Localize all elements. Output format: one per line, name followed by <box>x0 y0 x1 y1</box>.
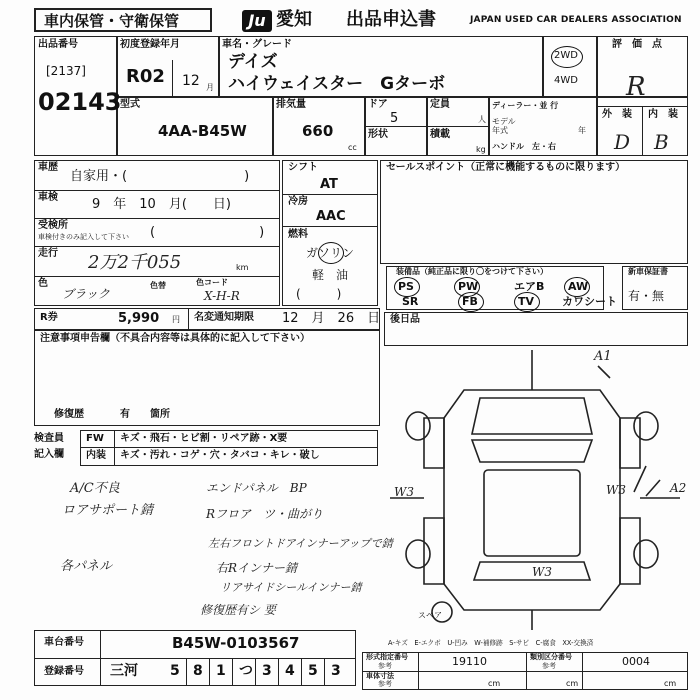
equip-item: エアB <box>514 280 545 293</box>
spec-dim-sub: 参考 <box>378 680 392 688</box>
chassis-label: 車台番号 <box>44 637 84 648</box>
reg-suffix: 月 <box>206 83 214 92</box>
history-value: 自家用・( ) <box>70 169 250 184</box>
sales-label: セールスポイント（正常に機能するものに限ります） <box>386 162 626 173</box>
spec-type-sub: 参考 <box>378 662 392 670</box>
handnote-6: リアサイドシールインナー錆 <box>220 581 362 594</box>
spec-cm-1: cm <box>488 679 501 688</box>
equip-circle <box>564 277 590 297</box>
fw-label: FW <box>86 433 104 444</box>
equip-item: AW <box>568 280 589 293</box>
storage-tag-text: 車内保管・守衛保管 <box>44 12 180 30</box>
reg-era: R02 <box>126 66 165 87</box>
dealer-handle: ハンドル 左・右 <box>492 142 556 151</box>
cap-label: 定員 <box>430 99 450 110</box>
fuel-paren: ( ) <box>296 287 342 301</box>
mileage-unit: km <box>236 263 249 272</box>
fuel-label: 燃料 <box>288 229 308 240</box>
dealer-year-unit: 年 <box>578 126 586 135</box>
shaken-value: 9 年 10 月( 日) <box>92 197 231 212</box>
spec-class-sub: 参考 <box>542 662 556 670</box>
handnote-3: Rフロア ツ・曲がり <box>206 507 324 521</box>
notes-label: 注意事項申告欄（不具合内容等は具体的に記入して下さい） <box>40 333 310 344</box>
fuel-diesel: 軽 油 <box>312 268 349 282</box>
namechange-label: 名変通知期限 <box>194 312 254 323</box>
spec-cm-2: cm <box>566 679 579 688</box>
int-label: 内 装 <box>648 109 678 120</box>
cap-unit: 人 <box>478 115 486 124</box>
lot-bracket: [2137] <box>46 64 86 78</box>
plate-label: 登録番号 <box>44 666 84 677</box>
org-name: 愛知 <box>276 9 312 30</box>
nai-label: 内装 <box>86 450 106 461</box>
ju-logo <box>242 10 272 32</box>
storage-tag <box>34 8 212 32</box>
shoukei-value: ( ) <box>150 225 265 240</box>
repair-value: 有 <box>120 409 130 420</box>
car-name: デイズ <box>228 52 278 72</box>
dealer-year: 年式 <box>492 126 508 135</box>
plate-digit: 3 <box>331 663 341 679</box>
load-label: 積載 <box>430 129 450 140</box>
dealer-line: ディーラー・並 行 <box>492 101 559 110</box>
namechange-value: 12 月 26 日 <box>282 311 381 326</box>
grade-value: R <box>626 72 646 102</box>
right-side-bottom <box>620 518 640 584</box>
equip-item: PW <box>458 280 479 293</box>
plate-digit: 8 <box>193 663 203 679</box>
color-code-value: X-H-R <box>204 289 240 303</box>
load-unit: kg <box>476 145 486 154</box>
wheel-fl <box>406 412 430 440</box>
repair-label: 修復歴 <box>54 409 84 420</box>
plate-region: 三河 <box>110 663 138 679</box>
remarks-frame <box>384 312 688 346</box>
sales-frame <box>380 160 688 264</box>
fw-items: キズ・飛石・ヒビ割・リペア跡・X要 <box>120 433 288 444</box>
spec-cm-3: cm <box>664 679 677 688</box>
reg-month: 12 <box>182 73 200 89</box>
color-code-label: 色コード <box>196 278 228 287</box>
equip-circle <box>394 277 420 297</box>
model-value: 4AA-B45W <box>158 122 247 140</box>
windshield <box>472 440 592 462</box>
disp-unit: cc <box>348 143 357 152</box>
int-value: B <box>654 130 669 154</box>
inspector-label1: 検査員 <box>34 433 64 444</box>
right-side-top <box>620 418 640 468</box>
equip-label: 装備品（純正品に限り〇をつけて下さい） <box>396 267 548 276</box>
newcar-value: 有・無 <box>628 289 665 303</box>
plate-digit: 1 <box>216 663 226 679</box>
equip-item: PS <box>398 280 414 293</box>
equip-item: SR <box>402 295 419 308</box>
ac-label: 冷房 <box>288 196 308 207</box>
handnote-7: 各パネル <box>60 559 113 574</box>
handnote-8: 修復歴有シ 要 <box>200 603 276 617</box>
plate-digit: 5 <box>308 663 318 679</box>
mileage-value: 2万2千055 <box>88 252 182 273</box>
plate-digit: 4 <box>285 663 295 679</box>
roof <box>484 470 580 556</box>
equip-circle <box>458 292 484 312</box>
ac-value: AAC <box>316 209 346 224</box>
equip-item: カワシート <box>562 295 617 308</box>
legend: A-キズ E-エクボ U-凹み W-補修跡 S-サビ C-腐食 XX-交換済 <box>388 639 594 647</box>
model-label: 型式 <box>120 99 140 110</box>
car-diagram <box>384 348 688 634</box>
shape-label: 形状 <box>368 129 388 140</box>
fuel-gas: ガソリン <box>306 246 355 260</box>
drive-4wd: 4WD <box>554 75 578 86</box>
spec-dim-label: 車体寸法 <box>366 672 394 680</box>
spare-label: スペア <box>418 611 442 620</box>
handnote-0: A/C不良 <box>70 481 120 496</box>
color-change-label: 色替 <box>150 281 166 290</box>
remarks-label: 後日品 <box>390 314 420 325</box>
car-grade: ハイウェイスター Gターボ <box>228 74 446 94</box>
newcar-label: 新車保証書 <box>628 267 668 276</box>
nai-items: キズ・汚れ・コゲ・穴・タバコ・キレ・破し <box>120 450 320 461</box>
equip-circle <box>514 292 540 312</box>
door-value: 5 <box>390 111 399 126</box>
wheel-rl <box>406 540 430 568</box>
inspector-label2: 記入欄 <box>34 449 64 460</box>
recycle-label: R券 <box>40 312 58 323</box>
handnote-4: 左右フロントドアインナーアップで錆 <box>208 537 393 550</box>
disp-value: 660 <box>302 122 334 140</box>
mark-w3-right: W3 <box>606 483 626 497</box>
shift-value: AT <box>320 177 338 192</box>
shoukei-label: 受検所 <box>38 220 68 231</box>
assoc-name: JAPAN USED CAR DEALERS ASSOCIATION <box>470 15 682 25</box>
dealer-model: モデル <box>492 117 516 126</box>
spec-class-label: 類別区分番号 <box>530 653 572 661</box>
lot-number: 02143 <box>38 88 122 116</box>
plate-digit: 5 <box>170 663 180 679</box>
plate-digit: 3 <box>262 663 272 679</box>
car-label: 車名・グレード <box>222 39 292 50</box>
equip-item: TV <box>518 295 535 308</box>
recycle-value: 5,990 <box>118 311 160 326</box>
mark-a1: A1 <box>594 349 612 364</box>
disp-label: 排気量 <box>276 99 306 110</box>
handnote-5: 右Rインナー錆 <box>216 561 298 575</box>
form-title: 出品申込書 <box>346 9 436 30</box>
color-value: ブラック <box>62 287 110 301</box>
grade-label: 評 価 点 <box>612 39 662 50</box>
hood <box>472 398 592 434</box>
reg-label: 初度登録年月 <box>120 39 180 50</box>
door-label: ドア <box>368 99 388 110</box>
handnote-2: エンドパネル BP <box>206 481 307 495</box>
left-side-top <box>424 418 444 468</box>
mark-a2: A2 <box>670 481 687 495</box>
handnote-1: ロアサポート錆 <box>62 503 154 518</box>
mileage-label: 走行 <box>38 248 58 259</box>
ju-logo-text: Ju <box>248 11 266 30</box>
mark-w3-rear: W3 <box>532 565 552 579</box>
place-label: 箇所 <box>150 409 170 420</box>
history-label: 車歴 <box>38 162 58 173</box>
left-side-bottom <box>424 518 444 584</box>
spec-type-value: 19110 <box>452 655 487 668</box>
ext-label: 外 装 <box>602 109 632 120</box>
recycle-unit: 円 <box>172 315 180 324</box>
wheel-fr <box>634 412 658 440</box>
spec-class-value: 0004 <box>622 655 650 668</box>
drive-2wd: 2WD <box>554 50 578 61</box>
mark-w3-left: W3 <box>394 485 414 499</box>
ext-value: D <box>614 130 631 154</box>
chassis-value: B45W-0103567 <box>172 634 300 652</box>
notes-frame <box>34 330 380 426</box>
wheel-rr <box>634 540 658 568</box>
spec-type-label: 形式指定番号 <box>366 653 408 661</box>
plate-digit: つ <box>239 663 253 679</box>
color-label: 色 <box>38 278 48 289</box>
lot-label: 出品番号 <box>38 39 78 50</box>
shoukei-sub: 車検付きのみ記入して下さい <box>38 233 129 241</box>
shaken-label: 車検 <box>38 192 58 203</box>
shift-label: シフト <box>288 162 318 173</box>
equip-item: FB <box>462 295 478 308</box>
